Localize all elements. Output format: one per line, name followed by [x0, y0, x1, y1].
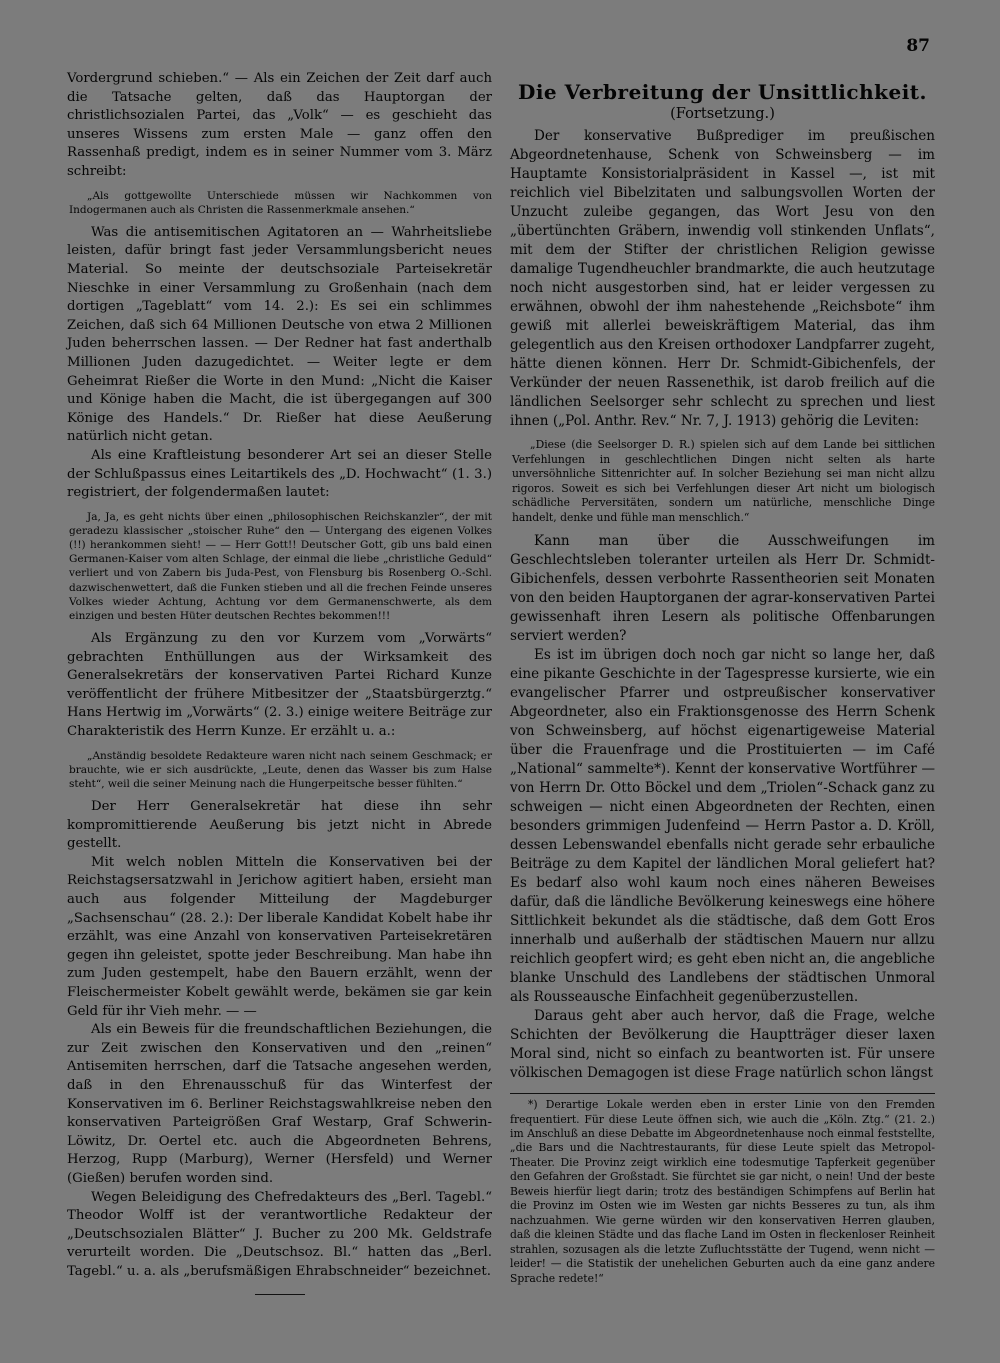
- paragraph: Als ein Beweis für die freundschaftlichen Beziehungen, die zur Zeit zwischen den Konservativen und den „reinen“ Antisemiten herrschen, darf die Tatsache angesehen werden, daß in den Ehrenausschuß für das Winterfest der Konservativen im 6. Berliner Reichstagswahlkreise neben den konservativen Parteigrößen Graf Westarp, Graf Schwerin-Löwitz, Dr. Oertel etc. auch die Abgeordneten Behrens, Herzog, Rupp (Marburg), Werner (Hersfeld) und Werner (Gießen) berufen worden sind.: [67, 1022, 492, 1186]
- quotation: „Anständig besoldete Redakteure waren nicht nach seinem Geschmack; er brauchte, wie er sich ausdrückte, „Leute, denen das Wasser bis zum Halse steht“, weil die seiner Meinung nach die Hungerpeitsche besser fühlten.“: [69, 749, 492, 790]
- paragraph: Vordergrund schieben.“ — Als ein Zeichen der Zeit darf auch die Tatsache gelten, daß das Hauptorgan der christlichsozialen Partei, das „Volk“ — es geschieht das unseres Wissens zum ersten Male — ganz offen den Rassenhaß predigt, indem es in seiner Nummer vom 3. März schreibt:: [67, 71, 492, 179]
- paragraph: Wegen Beleidigung des Chefredakteurs des „Berl. Tagebl.“ Theodor Wolff ist der verantwortliche Redakteur der „Deutschsozialen Blätter“ J. Bucher zu 200 Mk. Geldstrafe verurteilt worden. Die „Deutschsoz. Bl.“ hatten das „Berl. Tagebl.“ u. a. als „berufsmäßigen Ehrabschneider“ bezeichnet.: [67, 1189, 492, 1279]
- article-title: Die Verbreitung der Unsittlichkeit.: [517, 80, 927, 104]
- article-body: [510, 127, 935, 1083]
- left-column: [67, 70, 492, 1295]
- paragraph: Kann man über die Ausschweifungen im Geschlechtsleben toleranter urteilen als Herr Dr. Schmidt-Gibichenfels, dessen verbohrte Rassentheorien seit Monaten von den beiden Hauptorganen der agrar-konservativen Partei gewissenhaft ihren Lesern als politische Offenbarungen serviert werden?: [510, 533, 935, 645]
- quotation: „Diese (die Seelsorger D. R.) spielen sich auf dem Lande bei sittlichen Verfehlungen in geschlechtlichen Dingen nicht selten als harte unversöhnliche Sittenrichter auf. In solcher Beziehung sei man nicht allzu rigoros. Soweit es sich bei Verfehlungen dieser Art nicht um biologisch schädliche Perversitäten, sondern um natürliche, menschliche Dinge handelt, denke und fühle man menschlich.“: [512, 438, 935, 524]
- paragraph: Als eine Kraftleistung besonderer Art sei an dieser Stelle der Schlußpassus eines Leitartikels des „D. Hochwacht“ (1. 3.) registriert, der folgendermaßen lautet:: [67, 448, 492, 501]
- quotation: „Als gottgewollte Unterschiede müssen wir Nachkommen von Indogermanen auch als Christen die Rassenmerkmale ansehen.“: [69, 189, 492, 216]
- paragraph: Es ist im übrigen doch noch gar nicht so lange her, daß eine pikante Geschichte in der Tagespresse kursierte, wie ein evangelischer Pfarrer und ostpreußischer konservativer Abgeordneter, also ein Fraktionsgenosse des Herrn Schenk von Schweinsberg, auf höchst eigenartigeweise Material über die Frauenfrage und die Prostituierten — im Café „National“ sammelte*). Kennt der konservative Wortführer — von Herrn Dr. Otto Böckel und dem „Triolen“-Schack ganz zu schweigen — nicht einen Abgeordneten der Rechten, einen besonders grimmigen Judenfeind — Herrn Pastor a. D. Kröll, dessen Lebenswandel ebenfalls nicht gerade sehr erbauliche Beiträge zu dem Kapitel der ländlichen Moral geliefert hat? Es bedarf also wohl kaum noch eines näheren Beweises dafür, daß die ländliche Bevölkerung keineswegs eine höhere Sittlichkeit bekundet als die städtische, daß dem Gott Eros innerhalb und außerhalb der städtischen Mauern nur allzu reichlich geopfert wird; es geht eben nicht an, die angebliche blanke Unschuld des Landlebens der städtischen Unmoral als Rousseausche Einfachheit gegenüberzustellen.: [510, 647, 935, 1006]
- section-end-rule: [255, 1294, 305, 1295]
- paragraph: Der Herr Generalsekretär hat diese ihn sehr kompromittierende Aeußerung bis jetzt nicht in Abrede gestellt.: [67, 799, 492, 852]
- quotation: Ja, Ja, es geht nichts über einen „philosophischen Reichskanzler“, der mit geradezu klassischer „stoischer Ruhe“ den — Untergang des eigenen Volkes (!!) herankommen sieht! — — Herr Gott!! Deutscher Gott, gib uns bald einen Germanen-Kaiser vom alten Schlage, der einmal die liebe „christliche Geduld“ verliert und von Zabern bis Juda-Pest, von Flensburg bis Rosenberg O.-Schl. dazwischenwettert, daß die Funken stieben und all die frechen Feinde unseres Volkes wieder Achtung, Achtung vor dem Germanenschwerte, als dem einzigen und besten Hüter deutschen Rechtes bekommen!!!: [69, 510, 492, 622]
- paragraph: Mit welch noblen Mitteln die Konservativen bei der Reichstagsersatzwahl in Jerichow agitiert haben, ersieht man auch aus folgender Mitteilung der Magdeburger „Sachsenschau“ (28. 2.): Der liberale Kandidat Kobelt habe ihr erzählt, was eine Anzahl von konservativen Parteisekretären gegen ihn geleistet, spotte jeder Beschreibung. Man habe ihn zum Juden gestempelt, habe den Bauern erzählt, wenn der Fleischermeister Kobelt gewählt werde, bekämen sie gar kein Geld für ihr Vieh mehr. — —: [67, 854, 492, 1019]
- right-column: [510, 76, 935, 1286]
- paragraph: Der konservative Bußprediger im preußischen Abgeordnetenhause, Schenk von Schweinsberg — im Hauptamte Konsistorialpräsident in Kassel —, ist mit reichlich viel Bibelzitaten und salbungsvollen Worten der Unzucht zuleibe gegangen, das Wort Jesu von den „übertünchten Gräbern, inwendig voll stinkenden Unflats“, mit dem der Stifter der christlichen Religion gewisse damalige Tugendheuchler brandmarkte, die auch heutzutage noch nicht ausgestorben sind, hat er leider vergessen zu erwähnen, obwohl der ihm nahestehende „Reichsbote“ ihm gewiß mit allerlei beweiskräftigem Material, das ihm gelegentlich aus den Kreisen orthodoxer Landpfarrer zugeht, hätte dienen können. Herr Dr. Schmidt-Gibichenfels, der Verkünder der neuen Rassenethik, ist darob freilich auf die ländlichen Seelsorger sehr schlecht zu sprechen und liest ihnen („Pol. Anthr. Rev.“ Nr. 7, J. 1913) gehörig die Leviten:: [510, 128, 935, 430]
- footnote-divider: [510, 1093, 935, 1094]
- page-number: 87: [906, 36, 930, 56]
- article-subtitle: (Fortsetzung.): [670, 105, 775, 122]
- paragraph: Was die antisemitischen Agitatoren an — Wahrheitsliebe leisten, dafür bringt fast jeder Versammlungsbericht neues Material. So meinte der deutschsoziale Parteisekretär Nieschke in einer Versammlung zu Großenhain (nach dem dortigen „Tageblatt“ vom 14. 2.): Es sei ein schlimmes Zeichen, daß sich 64 Millionen Deutsche von etwa 2 Millionen Juden beherrschen lassen. — Der Redner hat fast anderthalb Millionen Juden dazugedichtet. — Weiter legte er dem Geheimrat Rießer die Worte in den Mund: „Nicht die Kaiser und Könige haben die Macht, die ist übergegangen auf 300 Könige des Handels.“ Dr. Rießer hat diese Aeußerung natürlich nicht getan.: [67, 224, 492, 445]
- paragraph: Als Ergänzung zu den vor Kurzem vom „Vorwärts“ gebrachten Enthüllungen aus der Wirksamkeit des Generalsekretärs der konservativen Partei Richard Kunze veröffentlicht der frühere Mitbesitzer der „Staatsbürgerztg.“ Hans Hertwig im „Vorwärts“ (2. 3.) einige weitere Beiträge zur Charakteristik des Herrn Kunze. Er erzählt u. a.:: [67, 631, 492, 739]
- footnote: *) Derartige Lokale werden eben in erster Linie von den Fremden frequentiert. Für diese Leute öffnen sich, wie auch die „Köln. Ztg.“ (21. 2.) im Anschluß an diese Debatte im Abgeordnetenhause noch einmal feststellte, „die Bars und die Nachtrestaurants, für diese Leute spielt das Metropol-Theater. Die Provinz zeigt wirklich eine todesmutige Tapferkeit gegenüber den Gefahren der Großstadt. Sie fürchtet sie gar nicht, o nein! Und der beste Beweis hierfür liegt darin; trotz des beständigen Schimpfens auf Berlin hat die Provinz im Osten wie im Westen gar nichts Besseres zu tun, als ihm nachzuahmen. Wie gerne würden wir den konservativen Herren glauben, daß die kleinen Städte und das flache Land im Osten in fleckenloser Reinheit strahlen, sozusagen als die letzte Zufluchtsstätte der Tugend, wenn nicht — leider! — die Statistik der unehelichen Geburten auch da eine ganz andere Sprache redete!“: [510, 1098, 935, 1285]
- paragraph: Daraus geht aber auch hervor, daß die Frage, welche Schichten der Bevölkerung die Hauptträger dieser laxen Moral sind, nicht so einfach zu beantworten ist. Für unsere völkischen Demagogen ist diese Frage natürlich schon längst: [510, 1008, 935, 1082]
